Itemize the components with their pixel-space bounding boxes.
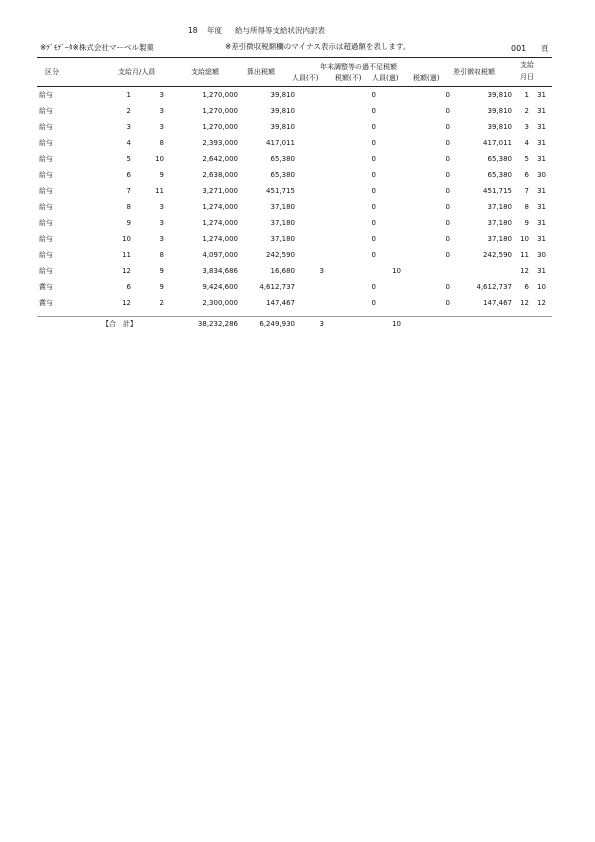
cell-kubun: 給与 — [39, 91, 53, 99]
cell-pay-month: 5 — [524, 155, 529, 163]
cell-tax-over: 0 — [445, 299, 450, 307]
cell-withholding: 65,380 — [487, 155, 512, 163]
cell-people: 10 — [155, 155, 164, 163]
cell-tax-short: 0 — [371, 139, 376, 147]
cell-month: 8 — [126, 203, 131, 211]
cell-pay-month: 6 — [524, 171, 529, 179]
cell-pay-month: 10 — [520, 235, 529, 243]
cell-pay-day: 31 — [537, 267, 546, 275]
table-row — [0, 108, 595, 124]
cell-kubun: 給与 — [39, 267, 53, 275]
totals-people-short: 3 — [319, 320, 324, 328]
table-row — [0, 172, 595, 188]
cell-computed-tax: 4,612,737 — [259, 283, 295, 291]
cell-tax-short: 0 — [371, 171, 376, 179]
page-number: 001 — [511, 44, 527, 53]
cell-tax-short: 0 — [371, 251, 376, 259]
table-row — [0, 220, 595, 236]
cell-tax-short: 0 — [371, 235, 376, 243]
cell-pay-day: 31 — [537, 187, 546, 195]
cell-withholding: 242,590 — [483, 251, 512, 259]
cell-computed-tax: 242,590 — [266, 251, 295, 259]
cell-month: 12 — [122, 267, 131, 275]
cell-pay-month: 4 — [524, 139, 529, 147]
cell-kubun: 給与 — [39, 123, 53, 131]
cell-withholding: 65,380 — [487, 171, 512, 179]
cell-month: 10 — [122, 235, 131, 243]
cell-pay-day: 31 — [537, 107, 546, 115]
cell-tax-over: 0 — [445, 107, 450, 115]
cell-month: 6 — [126, 283, 131, 291]
cell-tax-over: 0 — [445, 203, 450, 211]
cell-pay-day: 31 — [537, 219, 546, 227]
cell-computed-tax: 147,467 — [266, 299, 295, 307]
cell-kubun: 給与 — [39, 139, 53, 147]
cell-people: 3 — [159, 219, 164, 227]
header-computed-tax: 算出税額 — [247, 68, 275, 76]
cell-month: 1 — [126, 91, 131, 99]
cell-month: 7 — [126, 187, 131, 195]
cell-tax-over: 0 — [445, 139, 450, 147]
cell-withholding: 37,180 — [487, 219, 512, 227]
cell-total-pay: 2,393,000 — [202, 139, 238, 147]
header-top-rule — [37, 57, 552, 58]
cell-kubun: 給与 — [39, 219, 53, 227]
cell-total-pay: 3,834,686 — [202, 267, 238, 275]
header-total-pay: 支給総額 — [191, 68, 219, 76]
cell-pay-day: 31 — [537, 203, 546, 211]
totals-computed-tax: 6,249,930 — [259, 320, 295, 328]
cell-month: 6 — [126, 171, 131, 179]
totals-label: 【合 計】 — [102, 320, 137, 328]
header-people-short: 人員(不) — [292, 74, 319, 82]
table-row — [0, 300, 595, 316]
cell-computed-tax: 39,810 — [270, 91, 295, 99]
header-people-over: 人員(過) — [372, 74, 399, 82]
report-title: 給与所得等支給状況内訳表 — [235, 26, 325, 35]
cell-pay-day: 31 — [537, 123, 546, 131]
header-tax-short: 税額(不) — [335, 74, 362, 82]
cell-withholding: 39,810 — [487, 91, 512, 99]
cell-month: 12 — [122, 299, 131, 307]
cell-total-pay: 9,424,600 — [202, 283, 238, 291]
cell-month: 9 — [126, 219, 131, 227]
cell-withholding: 417,011 — [483, 139, 512, 147]
cell-pay-day: 31 — [537, 235, 546, 243]
minus-note: ※差引徴収税額欄のマイナス表示は超過額を表します。 — [225, 42, 411, 51]
cell-pay-month: 6 — [524, 283, 529, 291]
cell-kubun: 給与 — [39, 171, 53, 179]
table-row — [0, 236, 595, 252]
cell-computed-tax: 39,810 — [270, 123, 295, 131]
cell-pay-month: 2 — [524, 107, 529, 115]
cell-pay-month: 7 — [524, 187, 529, 195]
cell-people: 3 — [159, 203, 164, 211]
header-pay-md-2: 月日 — [520, 73, 534, 81]
cell-tax-over: 0 — [445, 171, 450, 179]
cell-month: 11 — [122, 251, 131, 259]
cell-withholding: 37,180 — [487, 203, 512, 211]
cell-kubun: 給与 — [39, 107, 53, 115]
cell-pay-day: 31 — [537, 139, 546, 147]
cell-tax-short: 0 — [371, 155, 376, 163]
cell-people: 3 — [159, 123, 164, 131]
cell-tax-over: 0 — [445, 235, 450, 243]
cell-people-short: 3 — [319, 267, 324, 275]
cell-kubun: 給与 — [39, 251, 53, 259]
table-row — [0, 92, 595, 108]
cell-people: 9 — [159, 283, 164, 291]
cell-tax-over: 0 — [445, 123, 450, 131]
cell-total-pay: 2,300,000 — [202, 299, 238, 307]
cell-tax-over: 0 — [445, 187, 450, 195]
cell-kubun: 給与 — [39, 155, 53, 163]
table-row — [0, 268, 595, 284]
totals-total-pay: 38,232,286 — [197, 320, 238, 328]
cell-computed-tax: 16,680 — [270, 267, 295, 275]
header-year-end-group: 年末調整等の過不足税額 — [320, 63, 397, 71]
cell-kubun: 給与 — [39, 203, 53, 211]
cell-pay-day: 30 — [537, 251, 546, 259]
table-row — [0, 156, 595, 172]
cell-pay-day: 12 — [537, 299, 546, 307]
cell-people: 3 — [159, 107, 164, 115]
table-row — [0, 124, 595, 140]
cell-tax-over: 0 — [445, 219, 450, 227]
cell-tax-short: 0 — [371, 107, 376, 115]
cell-computed-tax: 451,715 — [266, 187, 295, 195]
cell-total-pay: 2,638,000 — [202, 171, 238, 179]
cell-pay-month: 11 — [520, 251, 529, 259]
cell-people: 3 — [159, 91, 164, 99]
cell-tax-short: 0 — [371, 91, 376, 99]
cell-people: 9 — [159, 171, 164, 179]
header-bottom-rule — [37, 86, 552, 87]
cell-withholding: 147,467 — [483, 299, 512, 307]
cell-people: 2 — [159, 299, 164, 307]
table-row — [0, 140, 595, 156]
cell-withholding: 39,810 — [487, 107, 512, 115]
company-name: ※ﾃﾞﾓﾃﾞｰﾀ※株式会社マーベル製菓 — [40, 43, 154, 52]
cell-computed-tax: 37,180 — [270, 219, 295, 227]
table-row — [0, 284, 595, 300]
cell-withholding: 39,810 — [487, 123, 512, 131]
cell-total-pay: 4,097,000 — [202, 251, 238, 259]
cell-withholding: 37,180 — [487, 235, 512, 243]
cell-tax-short: 0 — [371, 187, 376, 195]
cell-tax-over: 0 — [445, 251, 450, 259]
page-label: 頁 — [541, 44, 549, 53]
cell-tax-over: 0 — [445, 91, 450, 99]
cell-kubun: 賞与 — [39, 283, 53, 291]
cell-computed-tax: 37,180 — [270, 235, 295, 243]
cell-people: 8 — [159, 251, 164, 259]
cell-kubun: 給与 — [39, 235, 53, 243]
cell-tax-short: 0 — [371, 283, 376, 291]
totals-tax-over: 10 — [392, 320, 401, 328]
cell-pay-month: 12 — [520, 267, 529, 275]
report-year: 18 — [188, 26, 198, 35]
cell-total-pay: 2,642,000 — [202, 155, 238, 163]
cell-month: 4 — [126, 139, 131, 147]
cell-pay-day: 31 — [537, 155, 546, 163]
cell-month: 5 — [126, 155, 131, 163]
cell-tax-over: 0 — [445, 155, 450, 163]
report-year-label: 年度 — [207, 26, 222, 35]
cell-pay-month: 9 — [524, 219, 529, 227]
cell-computed-tax: 65,380 — [270, 171, 295, 179]
cell-month: 2 — [126, 107, 131, 115]
table-row — [0, 204, 595, 220]
cell-kubun: 給与 — [39, 187, 53, 195]
cell-total-pay: 1,274,000 — [202, 203, 238, 211]
cell-total-pay: 1,270,000 — [202, 123, 238, 131]
cell-tax-short: 0 — [371, 219, 376, 227]
cell-withholding: 451,715 — [483, 187, 512, 195]
header-month-people: 支給月/人員 — [118, 68, 156, 76]
cell-tax-short: 0 — [371, 299, 376, 307]
cell-pay-month: 8 — [524, 203, 529, 211]
cell-computed-tax: 39,810 — [270, 107, 295, 115]
cell-people: 8 — [159, 139, 164, 147]
cell-kubun: 賞与 — [39, 299, 53, 307]
table-row — [0, 188, 595, 204]
cell-people: 11 — [155, 187, 164, 195]
header-tax-over: 税額(過) — [413, 74, 440, 82]
cell-month: 3 — [126, 123, 131, 131]
cell-pay-month: 12 — [520, 299, 529, 307]
table-row — [0, 252, 595, 268]
cell-people: 9 — [159, 267, 164, 275]
header-pay-md-1: 支給 — [520, 61, 534, 69]
cell-pay-day: 10 — [537, 283, 546, 291]
cell-pay-day: 31 — [537, 91, 546, 99]
cell-total-pay: 1,270,000 — [202, 91, 238, 99]
cell-total-pay: 1,274,000 — [202, 219, 238, 227]
header-withholding: 差引徴収税額 — [453, 68, 495, 76]
cell-tax-over: 0 — [445, 283, 450, 291]
cell-tax-short: 0 — [371, 203, 376, 211]
cell-tax-short: 0 — [371, 123, 376, 131]
cell-computed-tax: 37,180 — [270, 203, 295, 211]
cell-computed-tax: 417,011 — [266, 139, 295, 147]
cell-total-pay: 3,271,000 — [202, 187, 238, 195]
cell-withholding: 4,612,737 — [476, 283, 512, 291]
cell-total-pay: 1,270,000 — [202, 107, 238, 115]
totals-rule — [37, 316, 552, 317]
cell-pay-month: 1 — [524, 91, 529, 99]
cell-tax-over: 10 — [392, 267, 401, 275]
cell-pay-day: 30 — [537, 171, 546, 179]
cell-total-pay: 1,274,000 — [202, 235, 238, 243]
cell-people: 3 — [159, 235, 164, 243]
cell-computed-tax: 65,380 — [270, 155, 295, 163]
cell-pay-month: 3 — [524, 123, 529, 131]
header-kubun: 区分 — [45, 68, 59, 76]
